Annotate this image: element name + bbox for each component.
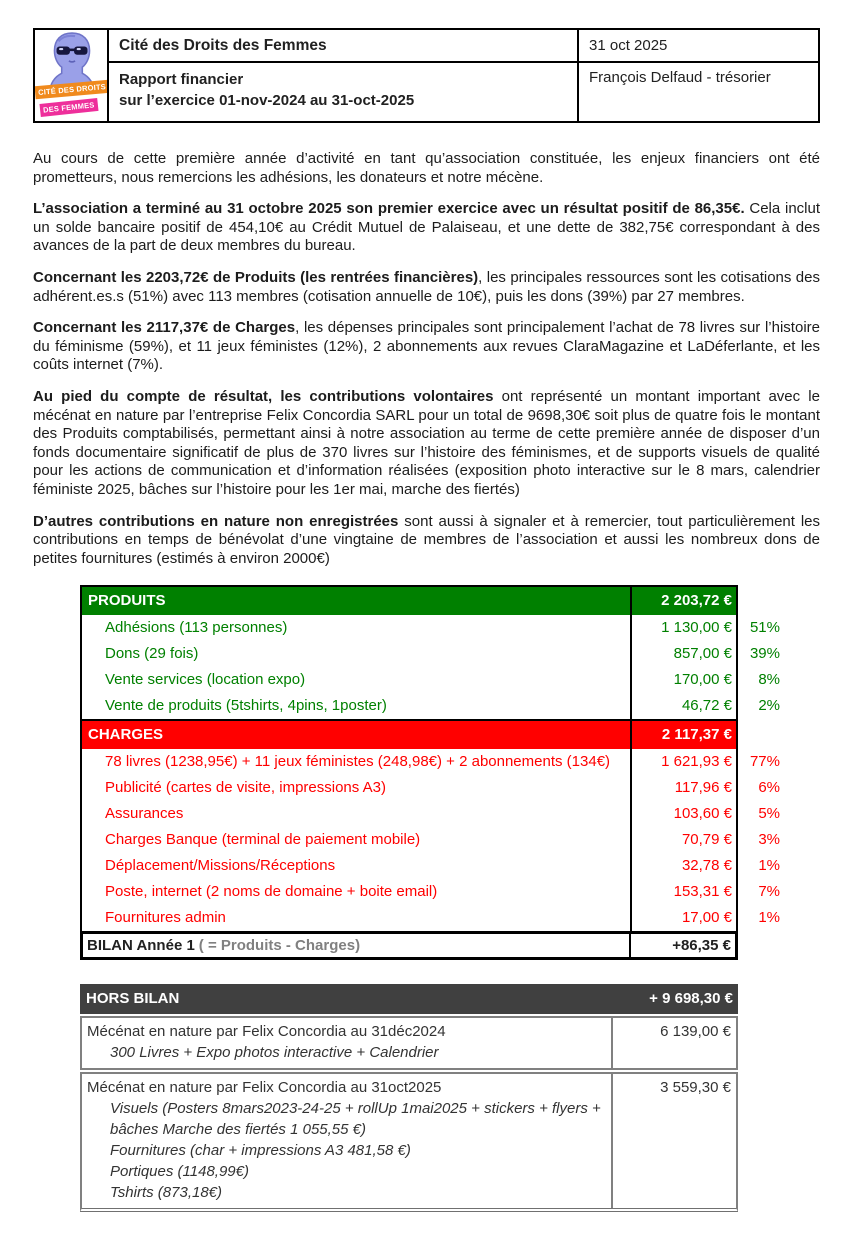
table-row <box>82 693 780 719</box>
charges-total: 2 117,37 € <box>630 721 736 749</box>
paragraph-lead: Concernant les 2203,72€ de Produits (les rentrées financières) <box>33 268 479 286</box>
row-percent: 6% <box>758 779 780 797</box>
row-amount: 153,31 € <box>630 879 736 905</box>
org-logo <box>35 30 109 121</box>
row-label: Dons (29 fois) <box>105 645 199 663</box>
bilan-label-text: BILAN Année 1 <box>87 937 195 955</box>
report-author: François Delfaud - trésorier <box>589 69 771 86</box>
row-label: Publicité (cartes de visite, impressions A3) <box>105 779 386 797</box>
hors-bilan-row-2024 <box>80 1016 738 1070</box>
bilan-note: ( = Produits - Charges) <box>198 937 361 955</box>
author-cell <box>579 63 818 121</box>
table-row <box>82 667 780 693</box>
bilan-amount: +86,35 € <box>629 934 735 957</box>
paragraph-text: Cela inclut un solde bancaire positif de 454,10€ au Crédit Mutuel de Palaiseau, et une dette de 382,75€ correspondant à des avances de la part de deux membres du bureau. <box>33 200 821 255</box>
table-row <box>82 905 780 931</box>
row-percent: 1% <box>758 857 780 875</box>
row-label: Vente services (location expo) <box>105 671 306 689</box>
row-percent: 7% <box>758 883 780 901</box>
row-percent: 39% <box>749 645 780 663</box>
row-detail: 300 Livres + Expo photos interactive + Calendrier <box>110 1044 439 1062</box>
row-percent: 3% <box>758 831 780 849</box>
row-label: Déplacement/Missions/Réceptions <box>105 857 336 875</box>
report-title-cell <box>109 63 577 121</box>
charges-header-label: CHARGES <box>88 726 164 744</box>
paragraph-text: , les principales ressources sont les cotisations des adhérent.es.s (51%) avec 113 membres (cotisation annuelle de 10€), puis les dons (39%) par 27 membres. <box>33 268 820 305</box>
report-title-line2: sur l’exercice 01-nov-2024 au 31-oct-2025 <box>119 92 415 109</box>
logo-label-bottom: DES FEMMES <box>39 98 98 117</box>
produits-header-row <box>82 587 736 615</box>
paragraph-charges <box>33 319 820 375</box>
produits-total: 2 203,72 € <box>630 587 736 615</box>
org-name-cell <box>109 30 577 63</box>
row-amount: 6 139,00 € <box>660 1023 731 1041</box>
row-amount: 1 621,93 € <box>630 749 736 775</box>
paragraph-autres-contributions <box>33 513 820 569</box>
paragraph-text: , les dépenses principales sont principalement l’achat de 78 livres sur l’histoire du féminisme (59%), et 11 jeux féministes (12%), 2 abonnements aux revues ClaraMagazine et LaDéferlante, et les coûts internet (7%). <box>33 319 820 374</box>
row-amount: 70,79 € <box>630 827 736 853</box>
row-amount: 1 130,00 € <box>630 615 736 641</box>
row-detail: Visuels (Posters 8mars2023-24-25 + rollUp 1mai2025 + stickers + flyers + bâches Marche des fiertés 1 055,55 €) <box>110 1100 601 1139</box>
report-title-line1: Rapport financier <box>119 71 244 88</box>
paragraph-lead: L’association a terminé au 31 octobre 2025 son premier exercice avec un résultat positif de 86,35€. <box>33 200 745 218</box>
row-description <box>82 1074 613 1208</box>
row-percent: 5% <box>758 805 780 823</box>
row-amount: 117,96 € <box>630 775 736 801</box>
row-label: Assurances <box>105 805 184 823</box>
row-label: Charges Banque (terminal de paiement mobile) <box>105 831 421 849</box>
paragraph-lead: D’autres contributions en nature non enregistrées <box>33 512 399 530</box>
row-label: Fournitures admin <box>105 909 226 927</box>
header-table <box>33 28 820 123</box>
row-amount: 103,60 € <box>630 801 736 827</box>
produits-header-label: PRODUITS <box>88 592 166 610</box>
row-percent: 8% <box>758 671 780 689</box>
table-row <box>82 853 780 879</box>
table-row <box>82 641 780 667</box>
report-date: 31 oct 2025 <box>589 37 668 54</box>
row-label: Vente de produits (5tshirts, 4pins, 1poster) <box>105 697 387 715</box>
row-label: Poste, internet (2 noms de domaine + boite email) <box>105 883 438 901</box>
row-percent: 2% <box>758 697 780 715</box>
row-percent: 77% <box>749 753 780 771</box>
paragraph-produits <box>33 269 820 306</box>
row-label: Adhésions (113 personnes) <box>105 619 288 637</box>
row-description <box>82 1018 613 1068</box>
paragraph-text: ont représenté un montant important avec le mécénat en nature par l’entreprise Felix Concordia SARL pour un total de 9698,30€ soit plus de quatre fois le montant des Produits comptabilisés, permettant ainsi à notre association au terme de cette première année de disposer d’un fonds documentaire significatif de plus de 370 livres sur l’histoire des féminismes, et de supports visuels de qualité pour les actions de communication et d’information réalisées (exposition photo interactive sur le 8 mars, calendrier féministe 2025, bâches sur l’histoire pour les 1er mai, marche des fiertés) <box>33 387 820 498</box>
hors-bilan-header-label: HORS BILAN <box>86 990 180 1008</box>
row-amount: 170,00 € <box>630 667 736 693</box>
table-row <box>82 749 780 775</box>
row-title: Mécénat en nature par Felix Concordia au 31oct2025 <box>87 1079 442 1097</box>
hors-bilan-total: + 9 698,30 € <box>649 990 733 1008</box>
row-detail: Portiques (1148,99€) <box>110 1163 249 1181</box>
financial-table <box>80 585 780 960</box>
table-row <box>82 775 780 801</box>
row-percent: 1% <box>758 909 780 927</box>
paragraph-lead: Au pied du compte de résultat, les contributions volontaires <box>33 387 494 405</box>
table-row <box>82 801 780 827</box>
row-amount: 17,00 € <box>630 905 736 931</box>
row-amount: 857,00 € <box>630 641 736 667</box>
org-name: Cité des Droits des Femmes <box>119 36 327 54</box>
charges-header-row <box>82 721 736 749</box>
header-title-column <box>109 30 577 121</box>
row-detail: Fournitures (char + impressions A3 481,58 €) <box>110 1142 411 1160</box>
paragraph-text: Au cours de cette première année d’activité en tant qu’association constituée, les enjeux financiers ont été prometteurs, nous remercions les adhésions, les donateurs et notre mécène. <box>33 150 820 186</box>
paragraph-contributions-volontaires <box>33 388 820 500</box>
row-amount: 32,78 € <box>630 853 736 879</box>
table-row <box>82 615 780 641</box>
table-row <box>82 827 780 853</box>
paragraph-intro <box>33 150 820 187</box>
hors-bilan-table <box>80 984 738 1212</box>
row-amount: 3 559,30 € <box>660 1079 731 1097</box>
header-meta-column <box>577 30 818 121</box>
date-cell <box>579 30 818 63</box>
row-percent: 51% <box>749 619 780 637</box>
paragraph-text: sont aussi à signaler et à remercier, tout particulièrement les contributions en temps de bénévolat d’une vingtaine de membres de l’association et aussi les nombreux dons de petites fournitures (estimés à environ 2000€) <box>33 512 821 567</box>
row-amount: 46,72 € <box>630 693 736 719</box>
paragraph-lead: Concernant les 2117,37€ de Charges <box>33 319 296 337</box>
row-title: Mécénat en nature par Felix Concordia au 31déc2024 <box>87 1023 446 1041</box>
hors-bilan-header-row <box>80 984 738 1014</box>
charges-section <box>80 719 780 933</box>
produits-section <box>80 585 780 721</box>
table-row <box>82 879 780 905</box>
bilan-label <box>83 934 629 957</box>
row-label: 78 livres (1238,95€) + 11 jeux féministes (248,98€) + 2 abonnements (134€) <box>105 753 611 771</box>
hors-bilan-row-2025 <box>80 1072 738 1212</box>
row-detail: Tshirts (873,18€) <box>110 1184 223 1202</box>
paragraph-resultat <box>33 200 820 256</box>
logo-label-top: CITÉ DES DROITS <box>35 80 109 99</box>
bilan-row <box>80 931 738 960</box>
